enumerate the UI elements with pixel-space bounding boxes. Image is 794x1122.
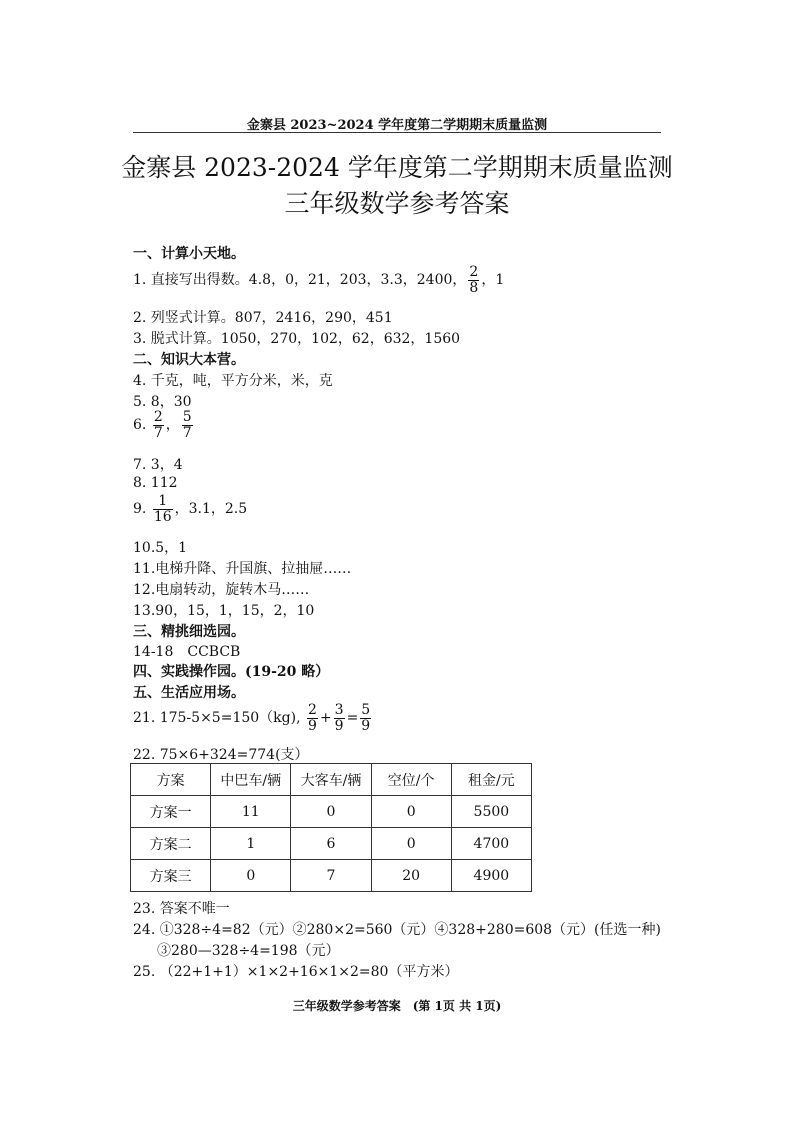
answer-24-line-2: ③280—328÷4=198（元） (157, 943, 340, 959)
table-header-cell: 中巴车/辆 (211, 764, 291, 796)
answer-1-text: 1. 直接写出得数。4.8，0，21，203，3.3，2400， (133, 272, 467, 289)
answer-4: 4. 千克，吨，平方分米，米，克 (133, 373, 333, 389)
answer-25: 25. （22+1+1）×1×2+16×1×2=80（平方米） (133, 964, 459, 980)
fraction-denominator: 7 (153, 424, 163, 441)
answer-21-fraction-2 (334, 703, 345, 733)
fraction-numerator: 1 (153, 494, 173, 510)
page-footer: 三年级数学参考答案 (第 1页 共 1页) (292, 999, 502, 1013)
answer-6 (133, 410, 195, 440)
fraction-numerator: 2 (307, 702, 317, 718)
answer-21-fraction-3 (360, 703, 371, 733)
fraction-numerator: 3 (334, 702, 344, 718)
table-cell: 5500 (451, 796, 531, 828)
table-cell: 7 (291, 860, 371, 892)
fraction-numerator: 2 (153, 409, 163, 425)
fraction-numerator: 5 (182, 409, 192, 425)
table-header-cell: 空位/个 (371, 764, 451, 796)
answer-10: 10.5，1 (133, 540, 188, 556)
answer-7: 7. 3，4 (133, 457, 183, 473)
fraction-denominator: 7 (182, 424, 192, 441)
answer-6-fraction-1 (153, 410, 164, 440)
table-cell: 4900 (451, 860, 531, 892)
table-header-cell: 大客车/辆 (291, 764, 371, 796)
table-cell: 20 (371, 860, 451, 892)
running-header: 金寨县 2023~2024 学年度第二学期期末质量监测 (246, 118, 548, 133)
answer-9 (133, 494, 247, 524)
fraction-numerator: 2 (469, 264, 479, 280)
page-subtitle: 三年级数学参考答案 (284, 189, 510, 218)
answer-24-line-1: 24. ①328÷4=82（元）②280×2=560（元）④328+280=608（元）(任选一种) (133, 922, 661, 938)
table-cell: 11 (211, 796, 291, 828)
fraction-numerator: 5 (361, 702, 371, 718)
answer-11: 11.电梯升降、升国旗、拉抽屉…… (133, 561, 352, 577)
table-cell: 方案三 (131, 860, 211, 892)
table-cell: 6 (291, 828, 371, 860)
table-cell: 0 (371, 828, 451, 860)
plus-sign: + (319, 710, 332, 727)
fraction-denominator: 9 (307, 717, 317, 734)
answer-8: 8. 112 (133, 475, 178, 491)
page-title: 金寨县 2023-2024 学年度第二学期期末质量监测 (121, 153, 673, 182)
table-cell: 方案二 (131, 828, 211, 860)
answer-1-fraction (468, 265, 479, 295)
answer-9-suffix: ，3.1，2.5 (174, 501, 248, 518)
fraction-denominator: 16 (153, 508, 172, 525)
equals-sign: = (346, 710, 359, 727)
table-cell: 1 (211, 828, 291, 860)
table-row (131, 796, 532, 828)
table-cell: 0 (371, 796, 451, 828)
answer-22: 22. 75×6+324=774(支） (133, 747, 309, 763)
answer-21-text: 21. 175-5×5=150（kg), (133, 710, 301, 727)
answer-6-label: 6. (133, 417, 147, 434)
answer-14-18: 14-18 CCBCB (133, 644, 241, 660)
table-header-cell: 租金/元 (451, 764, 531, 796)
section-5-heading: 五、生活应用场。 (133, 685, 245, 701)
section-4-heading: 四、实践操作园。(19-20 略） (133, 664, 330, 680)
answer-21-fraction-1 (307, 703, 318, 733)
answer-13: 13.90，15，1，15，2，10 (133, 603, 315, 619)
header-rule (133, 132, 661, 133)
table-cell: 0 (291, 796, 371, 828)
answer-21 (133, 703, 373, 733)
answer-3: 3. 脱式计算。1050，270，102，62，632，1560 (133, 331, 461, 347)
table-cell: 0 (211, 860, 291, 892)
answer-23: 23. 答案不唯一 (133, 901, 230, 917)
answer-9-label: 9. (133, 501, 147, 518)
table-cell: 方案一 (131, 796, 211, 828)
section-1-heading: 一、计算小天地。 (133, 246, 245, 262)
section-3-heading: 三、精挑细选园。 (133, 624, 245, 640)
table-header-row (131, 764, 532, 796)
section-2-heading: 二、知识大本营。 (133, 352, 245, 368)
answer-5: 5. 8，30 (133, 394, 192, 410)
fraction-denominator: 8 (469, 279, 479, 296)
answer-1-suffix: ，1 (481, 272, 505, 289)
answer-12: 12.电扇转动，旋转木马…… (133, 582, 310, 598)
table-header-cell: 方案 (131, 764, 211, 796)
answer-6-fraction-2 (182, 410, 193, 440)
answer-6-separator: ， (165, 417, 180, 434)
table-cell: 4700 (451, 828, 531, 860)
answer-9-fraction (153, 494, 173, 524)
rental-plan-table (130, 763, 532, 892)
answer-2: 2. 列竖式计算。807，2416，290，451 (133, 310, 393, 326)
table-row (131, 860, 532, 892)
table-row (131, 828, 532, 860)
fraction-denominator: 9 (334, 717, 344, 734)
fraction-denominator: 9 (361, 717, 371, 734)
answer-1 (133, 265, 504, 295)
